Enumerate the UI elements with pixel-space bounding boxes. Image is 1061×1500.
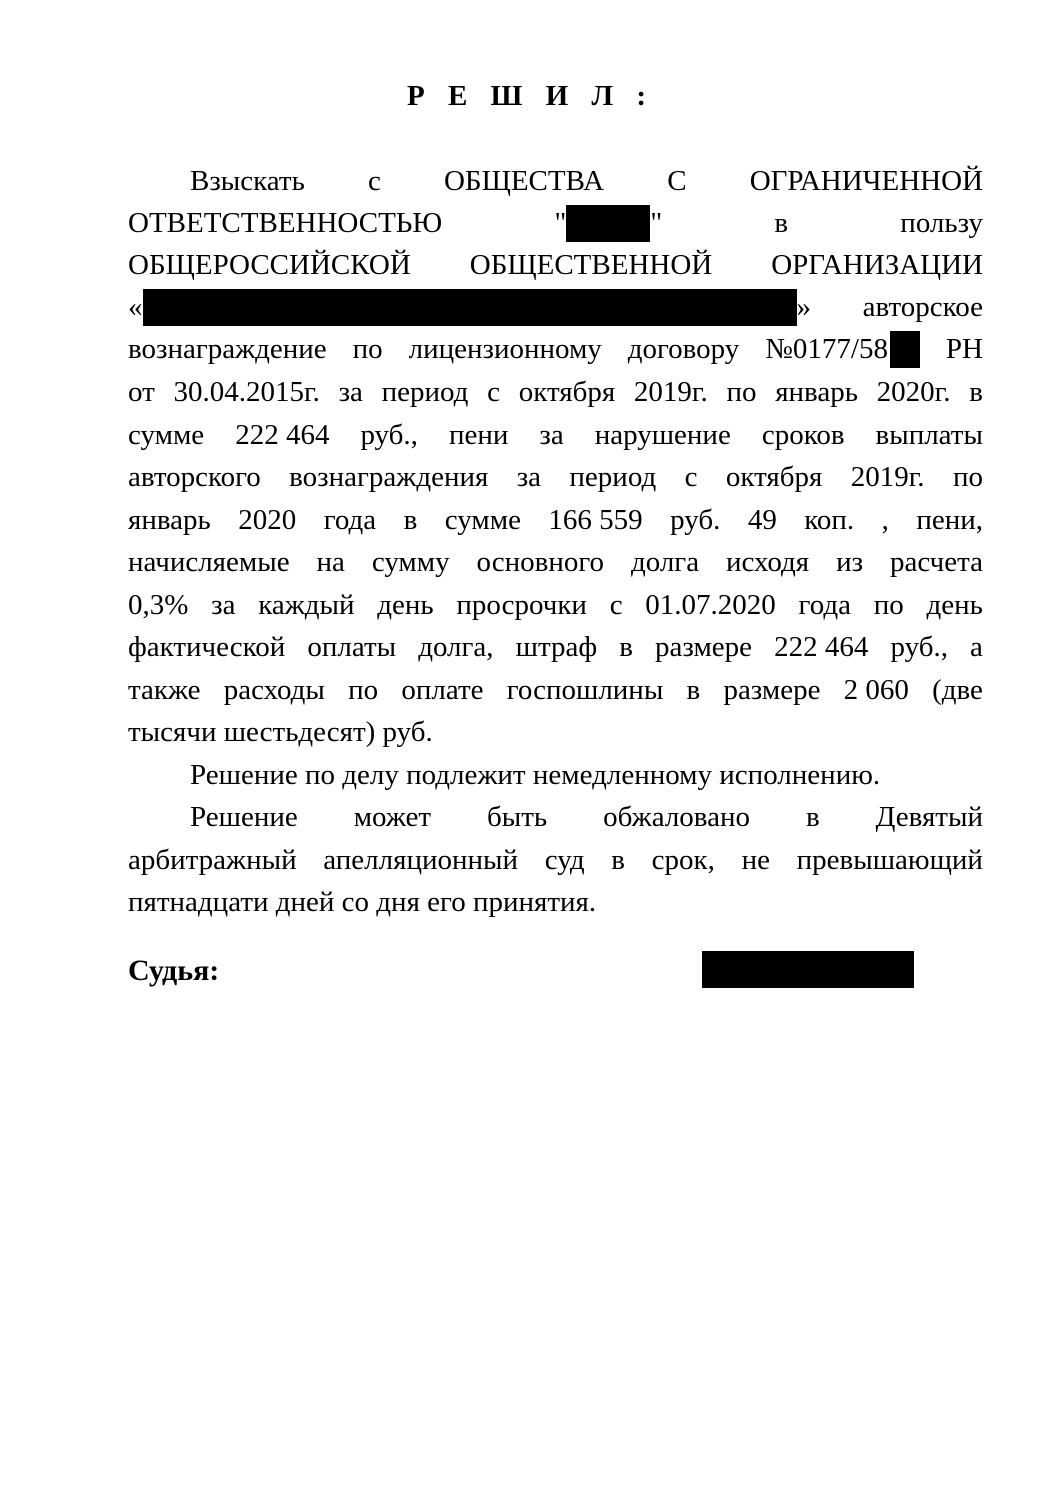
word: Девятый xyxy=(875,801,983,833)
word: в xyxy=(611,844,625,876)
word: в xyxy=(774,207,789,239)
word: по xyxy=(873,589,904,621)
word: пользу xyxy=(900,207,983,239)
word: не xyxy=(741,844,770,876)
word: по xyxy=(348,674,379,706)
word: 222 464 xyxy=(774,631,869,663)
judge-label: Судья: xyxy=(128,954,220,987)
word: за xyxy=(211,589,236,621)
word: быть xyxy=(487,801,548,833)
word: штраф xyxy=(515,631,598,663)
word: апелляционный xyxy=(323,844,519,876)
word: сумме xyxy=(444,504,521,536)
word: обжаловано xyxy=(603,801,750,833)
word: расходы xyxy=(223,674,325,706)
paragraph-last-line: тысячи шестьдесят) руб. xyxy=(128,716,433,748)
quote-close: " xyxy=(650,207,663,239)
word: от xyxy=(128,376,155,408)
word: январь xyxy=(775,376,858,408)
p1-line-8 xyxy=(128,456,983,498)
p3-line-1 xyxy=(190,796,983,838)
p1-line-5 xyxy=(128,328,983,370)
p1-line-9 xyxy=(128,499,983,541)
word: ОТВЕТСТВЕННОСТЬЮ xyxy=(128,207,443,239)
word: руб. xyxy=(670,504,721,536)
word: Взыскать xyxy=(190,165,305,197)
word: за xyxy=(539,419,564,451)
word: ОБЩЕСТВЕННОЙ xyxy=(469,249,713,281)
word: ОБЩЕСТВА xyxy=(443,165,605,197)
contract-number xyxy=(765,328,920,370)
p3-line-2 xyxy=(128,839,983,881)
word: 2 060 xyxy=(843,674,909,706)
word: размере xyxy=(723,674,821,706)
word: день xyxy=(926,589,983,621)
word: по xyxy=(352,333,383,365)
word: (две xyxy=(932,674,983,706)
p1-line-2 xyxy=(128,202,983,244)
word: расчета xyxy=(889,546,983,578)
word: Решение xyxy=(190,801,298,833)
word: сумме xyxy=(128,419,205,451)
p2-line-1 xyxy=(190,754,983,796)
word: , xyxy=(881,504,889,536)
word: из xyxy=(836,546,864,578)
word: в xyxy=(805,801,820,833)
word: оплате xyxy=(401,674,484,706)
word: основного xyxy=(476,546,605,578)
word: авторское xyxy=(862,291,983,323)
word: ОРГАНИЗАЦИИ xyxy=(771,249,983,281)
word: вознаграждения xyxy=(289,461,489,493)
word: госпошлины xyxy=(506,674,664,706)
word: года xyxy=(798,589,851,621)
word: ОБЩЕРОССИЙСКОЙ xyxy=(128,249,411,281)
word: начисляемые xyxy=(128,546,290,578)
word: октября xyxy=(518,376,616,408)
word: 222 464 xyxy=(235,419,330,451)
decision-heading: Р Е Ш И Л : xyxy=(407,80,654,112)
p1-line-1 xyxy=(190,160,983,202)
word: на xyxy=(316,546,345,578)
word: также xyxy=(128,674,201,706)
p1-line-14 xyxy=(128,711,983,753)
word: в xyxy=(969,376,983,408)
word: 49 xyxy=(747,504,777,536)
word: долга xyxy=(630,546,700,578)
word: в xyxy=(403,504,418,536)
word: с xyxy=(487,376,501,408)
word: 2019г. xyxy=(633,376,708,408)
immediate-execution-text: Решение по делу подлежит немедленному исполнению. xyxy=(190,759,881,791)
word: в xyxy=(619,631,633,663)
redaction-block xyxy=(566,205,650,242)
word: срок, xyxy=(651,844,715,876)
p1-line-3 xyxy=(128,244,983,286)
word: руб., xyxy=(360,419,418,451)
p1-line-6 xyxy=(128,371,983,413)
word: по xyxy=(726,376,757,408)
word: суд xyxy=(544,844,585,876)
quote-open: « xyxy=(128,291,143,323)
p1-line-11 xyxy=(128,584,983,626)
redacted-company-name xyxy=(554,202,662,244)
word: авторского xyxy=(128,461,261,493)
word: 2020 xyxy=(238,504,297,536)
word: за xyxy=(516,461,542,493)
word: превышающий xyxy=(796,844,983,876)
word: с xyxy=(609,589,623,621)
word: 2020г. xyxy=(876,376,951,408)
word: каждый xyxy=(258,589,355,621)
word: договору xyxy=(627,333,740,365)
word: оплаты xyxy=(307,631,397,663)
word: 0,3% xyxy=(128,589,189,621)
word: фактической xyxy=(128,631,286,663)
word: с xyxy=(367,165,381,197)
word: ОГРАНИЧЕННОЙ xyxy=(749,165,983,197)
word: лицензионному xyxy=(408,333,602,365)
word: в xyxy=(686,674,701,706)
word: нарушение xyxy=(594,419,731,451)
word: по xyxy=(952,461,983,493)
word: РН xyxy=(945,333,983,365)
word: сумму xyxy=(371,546,450,578)
p1-line-10 xyxy=(128,541,983,583)
word: пени, xyxy=(916,504,983,536)
word: размере xyxy=(655,631,753,663)
word: 2019г. xyxy=(850,461,925,493)
word: долга, xyxy=(418,631,494,663)
word: с xyxy=(684,461,698,493)
redacted-organization-name xyxy=(128,286,811,328)
word: выплаты xyxy=(875,419,983,451)
word: период xyxy=(381,376,469,408)
word: за xyxy=(338,376,363,408)
word: года xyxy=(323,504,377,536)
quote-close: » xyxy=(796,291,811,323)
word: просрочки xyxy=(456,589,587,621)
word: исходя xyxy=(725,546,810,578)
word: может xyxy=(353,801,432,833)
redaction-block xyxy=(143,289,797,326)
word: С xyxy=(667,165,687,197)
word: 166 559 xyxy=(548,504,643,536)
word: сроков xyxy=(761,419,845,451)
p1-line-4 xyxy=(128,286,983,328)
word: октября xyxy=(725,461,823,493)
p3-line-3 xyxy=(128,881,983,923)
word: арбитражный xyxy=(128,844,297,876)
word: вознаграждение xyxy=(128,333,327,365)
quote-open: " xyxy=(554,207,567,239)
word: а xyxy=(970,631,983,663)
word: коп. xyxy=(804,504,855,536)
paragraph-last-line: пятнадцати дней со дня его принятия. xyxy=(128,886,597,918)
judge-name-redaction xyxy=(702,951,914,988)
p1-line-7 xyxy=(128,414,983,456)
p1-line-12 xyxy=(128,626,983,668)
word: №0177/58 xyxy=(765,333,888,365)
word: день xyxy=(377,589,434,621)
word: январь xyxy=(128,504,211,536)
p1-line-13 xyxy=(128,669,983,711)
word: руб., xyxy=(890,631,948,663)
redaction-block xyxy=(890,331,920,368)
word: 01.07.2020 xyxy=(645,589,776,621)
word: период xyxy=(569,461,657,493)
word: 30.04.2015г. xyxy=(173,376,320,408)
word: пени xyxy=(448,419,509,451)
